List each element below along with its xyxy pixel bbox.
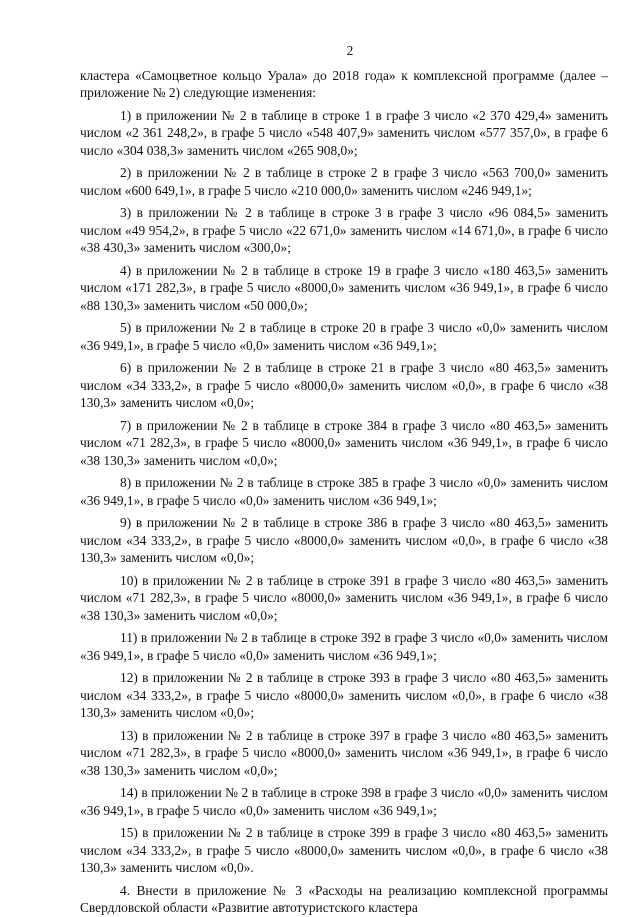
amendment-item-13: 13) в приложении № 2 в таблице в строке 397 в графе 3 число «80 463,5» заменить числом «71 282,3», в графе 5 число «8000,0» заменить числом «36 949,1», в графе 6 число «38 130,3» заменить числом «0,0»; — [80, 727, 608, 778]
amendment-item-8: 8) в приложении № 2 в таблице в строке 385 в графе 3 число «0,0» заменить числом «36 949,1», в графе 5 число «0,0» заменить числом «36 949,1»; — [80, 475, 608, 508]
amendment-item-14: 14) в приложении № 2 в таблице в строке 398 в графе 3 число «0,0» заменить числом «36 949,1», в графе 5 число «0,0» заменить числом «36 949,1»; — [80, 785, 608, 818]
amendment-item-9: 9) в приложении № 2 в таблице в строке 386 в графе 3 число «80 463,5» заменить числом «34 333,2», в графе 5 число «8000,0» заменить числом «0,0», в графе 6 число «38 130,3» заменить числом «0,0»; — [80, 515, 608, 565]
intro-paragraph: кластера «Самоцветное кольцо Урала» до 2018 года» к комплексной программе (далее – приложение № 2) следующие изменения: — [80, 67, 608, 100]
amendment-item-2: 2) в приложении № 2 в таблице в строке 2 в графе 3 число «563 700,0» заменить числом «600 649,1», в графе 5 число «210 000,0» заменить числом «246 949,1»; — [80, 165, 608, 198]
amendment-item-3: 3) в приложении № 2 в таблице в строке 3 в графе 3 число «96 084,5» заменить числом «49 954,2», в графе 5 число «22 671,0» заменить числом «14 671,0», в графе 6 число «38 430,3» заменить числом «300,0»; — [80, 205, 608, 255]
amendment-item-5: 5) в приложении № 2 в таблице в строке 20 в графе 3 число «0,0» заменить числом «36 949,1», в графе 5 число «0,0» заменить числом «36 949,1»; — [80, 320, 608, 353]
amendment-item-7: 7) в приложении № 2 в таблице в строке 384 в графе 3 число «80 463,5» заменить числом «71 282,3», в графе 5 число «8000,0» заменить числом «36 949,1», в графе 6 число «38 130,3» заменить числом «0,0»; — [80, 417, 608, 468]
amendment-item-11: 11) в приложении № 2 в таблице в строке 392 в графе 3 число «0,0» заменить числом «36 949,1», в графе 5 число «0,0» заменить числом «36 949,1»; — [80, 630, 608, 663]
amendment-item-12: 12) в приложении № 2 в таблице в строке 393 в графе 3 число «80 463,5» заменить числом «34 333,2», в графе 5 число «8000,0» заменить числом «0,0», в графе 6 число «38 130,3» заменить числом «0,0»; — [80, 670, 608, 720]
amendment-item-1: 1) в приложении № 2 в таблице в строке 1 в графе 3 число «2 370 429,4» заменить числом «2 361 248,2», в графе 5 число «548 407,9» заменить числом «577 357,0», в графе 6 число «304 038,3» заменить числом «265 908,0»; — [80, 107, 608, 158]
amendment-item-15: 15) в приложении № 2 в таблице в строке 399 в графе 3 число «80 463,5» заменить числом «34 333,2», в графе 5 число «8000,0» заменить числом «0,0», в графе 6 число «38 130,3» заменить числом «0,0». — [80, 825, 608, 875]
amendment-item-6: 6) в приложении № 2 в таблице в строке 21 в графе 3 число «80 463,5» заменить числом «34 333,2», в графе 5 число «8000,0» заменить числом «0,0», в графе 6 число «38 130,3» заменить числом «0,0»; — [80, 360, 608, 410]
amendment-item-4: 4) в приложении № 2 в таблице в строке 19 в графе 3 число «180 463,5» заменить числом «171 282,3», в графе 5 число «8000,0» заменить числом «36 949,1», в графе 6 число «88 130,3» заменить числом «50 000,0»; — [80, 262, 608, 313]
closing-paragraph: 4. Внести в приложение № 3 «Расходы на реализацию комплексной программы Свердловской области «Развитие автотуристского кластера — [80, 882, 608, 915]
page-number: 2 — [346, 43, 354, 58]
amendment-item-10: 10) в приложении № 2 в таблице в строке 391 в графе 3 число «80 463,5» заменить числом «71 282,3», в графе 5 число «8000,0» заменить числом «36 949,1», в графе 6 число «38 130,3» заменить числом «0,0»; — [80, 572, 608, 623]
